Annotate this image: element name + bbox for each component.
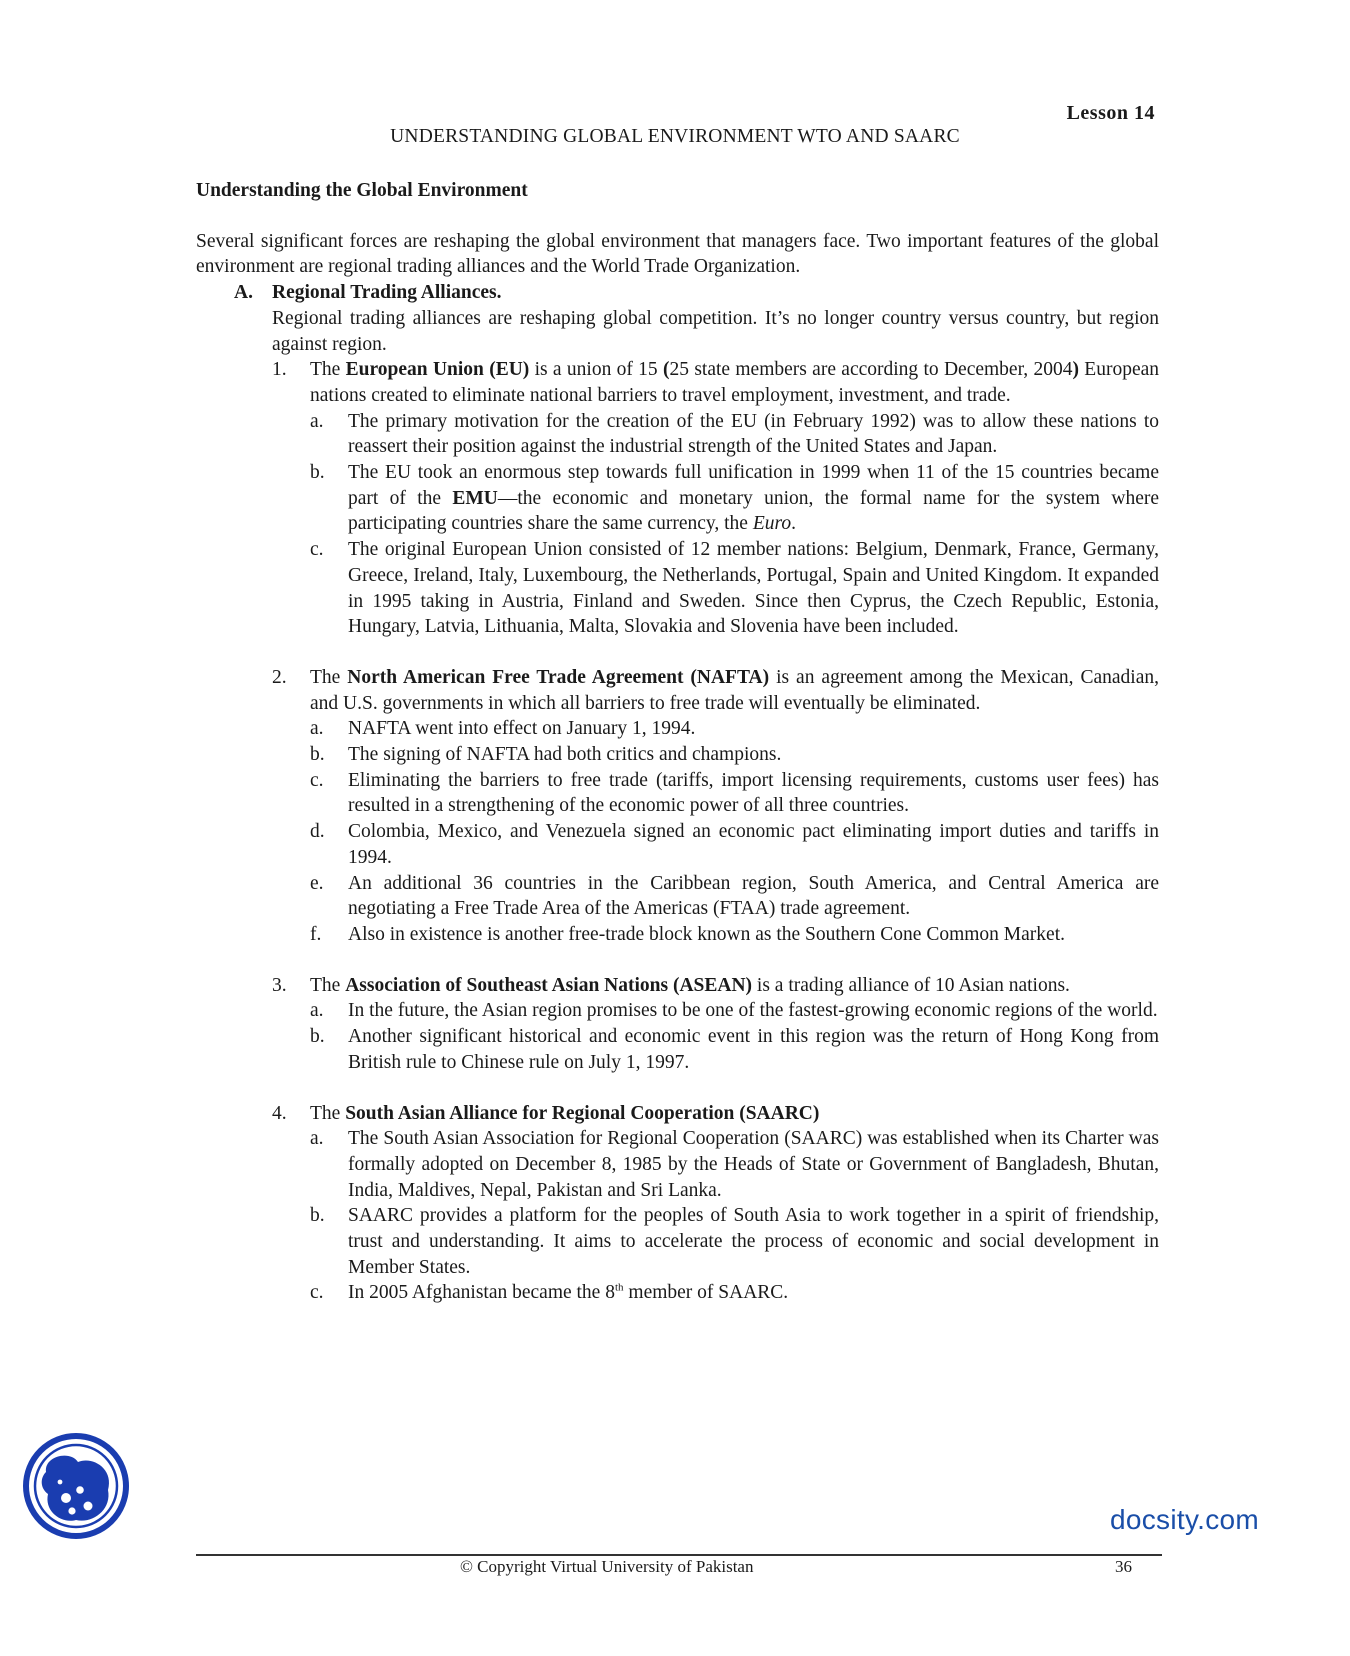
item-number: 2. bbox=[272, 666, 287, 688]
sub-item: a. The South Asian Association for Regional Cooperation (SAARC) was established when its Charter was formally adopted on December 8, 1985 by the Heads of State or Government of Bangladesh, Bhutan, India, Maldives, Nepal, Pakistan and Sri Lanka. bbox=[310, 1128, 1159, 1201]
page-title: UNDERSTANDING GLOBAL ENVIRONMENT WTO AND SAARC bbox=[390, 126, 960, 147]
sub-item: b. The EU took an enormous step towards full unification in 1999 when 11 of the 15 countries became part of the EMU—the economic and monetary union, the formal name for the system where participating countries share the same currency, the Euro. bbox=[310, 462, 1159, 535]
intro-paragraph: Several significant forces are reshaping the global environment that managers face. Two important features of the global environment are regional trading alliances and the World Trade Organization. bbox=[196, 230, 1159, 278]
term-saarc: South Asian Alliance for Regional Cooperation (SAARC) bbox=[345, 1102, 820, 1124]
docsity-watermark[interactable]: docsity.com bbox=[1110, 1504, 1260, 1535]
footer-copyright: © Copyright Virtual University of Pakistan bbox=[460, 1557, 754, 1576]
sub-item: a. NAFTA went into effect on January 1, 1994. bbox=[310, 718, 696, 740]
footer-page-number: 36 bbox=[1115, 1557, 1132, 1576]
sub-item: c. In 2005 Afghanistan became the 8th member of SAARC. bbox=[310, 1281, 789, 1304]
sub-item: b. Another significant historical and economic event in this region was the return of Hong Kong from British rule to Chinese rule on July 1, 1997. bbox=[310, 1026, 1159, 1073]
item-text: The North American Free Trade Agreement (NAFTA) is an agreement among the Mexican, Canadian, and U.S. governments in which all barriers to free trade will eventually be eliminated. bbox=[310, 666, 1159, 714]
sub-item: e. An additional 36 countries in the Caribbean region, South America, and Central America are negotiating a Free Trade Area of the Americas (FTAA) trade agreement. bbox=[310, 872, 1159, 920]
document-body bbox=[196, 178, 1159, 1306]
sub-item: c. The original European Union consisted of 12 member nations: Belgium, Denmark, France, Germany, Greece, Ireland, Italy, Luxembourg, the Netherlands, Portugal, Spain and United Kingdom. It expanded in 1995 taking in Austria, Finland and Sweden. Since then Cyprus, the Czech Republic, Estonia, Hungary, Latvia, Lithuania, Malta, Slovakia and Slovenia have been included. bbox=[310, 539, 1159, 638]
item-number: 3. bbox=[272, 974, 287, 996]
item-text: The Association of Southeast Asian Nations (ASEAN) is a trading alliance of 10 Asian nations. bbox=[310, 974, 1070, 996]
list-item-nafta bbox=[272, 665, 1159, 716]
page-footer bbox=[0, 1556, 1280, 1576]
sub-item: a. In the future, the Asian region promises to be one of the fastest-growing economic regions of the world. bbox=[310, 1000, 1158, 1022]
section-a-heading bbox=[234, 280, 1159, 306]
list-item-eu bbox=[272, 357, 1159, 408]
term-emu: EMU bbox=[452, 487, 498, 509]
section-heading: Understanding the Global Environment bbox=[196, 180, 528, 201]
sub-item: b. The signing of NAFTA had both critics and champions. bbox=[310, 744, 782, 766]
section-a-label: A. bbox=[234, 282, 253, 304]
term-nafta: North American Free Trade Agreement (NAFTA) bbox=[347, 666, 770, 688]
item-text: The South Asian Alliance for Regional Cooperation (SAARC) bbox=[310, 1102, 820, 1124]
item-number: 4. bbox=[272, 1102, 287, 1124]
term-euro: Euro bbox=[752, 513, 792, 535]
item-number: 1. bbox=[272, 359, 287, 381]
item-text: The European Union (EU) is a union of 15 (25 state members are according to December, 2004) European nations created to eliminate national barriers to travel employment, investment, and trade. bbox=[310, 359, 1160, 406]
sub-item: f. Also in existence is another free-trade block known as the Southern Cone Common Market. bbox=[310, 923, 1065, 945]
term-eu: European Union (EU) bbox=[345, 359, 530, 381]
sub-item: b. SAARC provides a platform for the peoples of South Asia to work together in a spirit of friendship, trust and understanding. It aims to accelerate the process of economic and social development in Member States. bbox=[310, 1205, 1159, 1278]
docsity-logo-icon[interactable] bbox=[22, 1432, 130, 1540]
list-item-saarc bbox=[272, 1101, 1159, 1127]
sub-item: d. Colombia, Mexico, and Venezuela signed an economic pact eliminating import duties and tariffs in 1994. bbox=[310, 821, 1159, 868]
section-a-body: Regional trading alliances are reshaping global competition. It’s no longer country versus country, but region against region. bbox=[272, 307, 1159, 355]
term-asean: Association of Southeast Asian Nations (ASEAN) bbox=[345, 974, 753, 996]
section-a-title: Regional Trading Alliances. bbox=[272, 282, 502, 304]
list-item-asean bbox=[272, 973, 1159, 999]
sub-item: a. The primary motivation for the creation of the EU (in February 1992) was to allow these nations to reassert their position against the industrial strength of the United States and Japan. bbox=[310, 410, 1159, 458]
lesson-label: Lesson 14 bbox=[1066, 102, 1155, 124]
sub-item: c. Eliminating the barriers to free trade (tariffs, import licensing requirements, customs user fees) has resulted in a strengthening of the economic power of all three countries. bbox=[310, 769, 1159, 817]
